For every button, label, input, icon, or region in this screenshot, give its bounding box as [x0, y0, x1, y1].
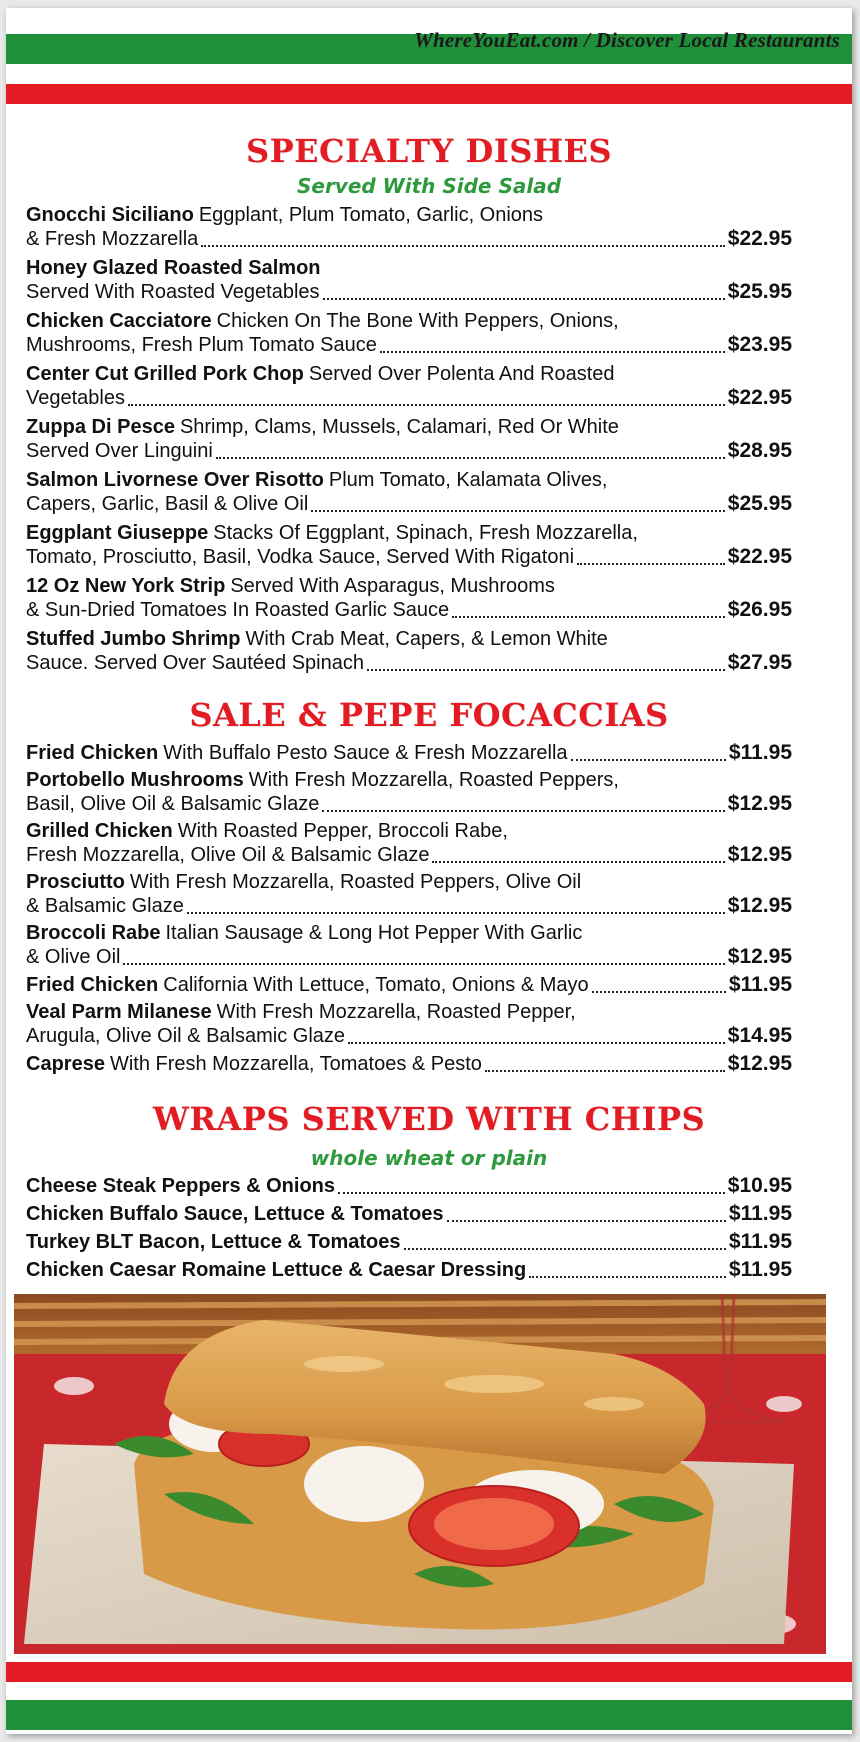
wrap-item-name: Cheese Steak Peppers & Onions — [26, 1175, 336, 1197]
dot-leader — [485, 1070, 725, 1072]
menu-item-line — [26, 333, 792, 357]
dot-leader — [201, 245, 724, 247]
dot-leader — [348, 1042, 725, 1044]
menu-item-description: Mushrooms, Fresh Plum Tomato Sauce — [26, 334, 377, 356]
menu-item-line — [26, 894, 792, 918]
menu-item-name: Chicken Cacciatore — [26, 310, 212, 332]
menu-item-line — [26, 792, 792, 816]
dot-leader — [338, 1192, 725, 1194]
menu-item-description: Chicken On The Bone With Peppers, Onions, — [216, 310, 619, 332]
menu-item-name: Fried Chicken — [26, 742, 159, 764]
menu-item-description: Served With Asparagus, Mushrooms — [230, 575, 555, 597]
menu-item-name: Stuffed Jumbo Shrimp — [26, 628, 241, 650]
menu-item-description: With Fresh Mozzarella, Roasted Pepper, — [216, 1001, 576, 1023]
menu-item-name: Portobello Mushrooms — [26, 769, 244, 791]
menu-item-description: With Roasted Pepper, Broccoli Rabe, — [177, 820, 508, 842]
menu-item-description: Basil, Olive Oil & Balsamic Glaze — [26, 793, 320, 815]
menu-item-description: & Balsamic Glaze — [26, 895, 184, 917]
menu-item — [26, 922, 792, 969]
menu-item-line — [26, 204, 792, 227]
site-credit: WhereYouEat.com / Discover Local Restaurants — [414, 28, 840, 52]
menu-item-line — [26, 843, 792, 867]
menu-item — [26, 363, 792, 410]
menu-item — [26, 257, 792, 304]
menu-page — [6, 8, 852, 1734]
menu-item-description: Served Over Linguini — [26, 440, 213, 462]
menu-item-name: Fried Chicken — [26, 974, 159, 996]
menu-item-price: $12.95 — [727, 945, 792, 968]
menu-item-name: Broccoli Rabe — [26, 922, 161, 944]
menu-item-description: Vegetables — [26, 387, 125, 409]
menu-item-name: Veal Parm Milanese — [26, 1001, 212, 1023]
menu-item-description: & Fresh Mozzarella — [26, 228, 199, 250]
wrap-item-price: $11.95 — [728, 1202, 792, 1225]
menu-item-line — [26, 945, 792, 969]
menu-item-description: Plum Tomato, Kalamata Olives, — [328, 469, 608, 491]
wrap-item — [26, 1258, 792, 1282]
menu-item-line — [26, 741, 792, 765]
wrap-item — [26, 1202, 792, 1226]
menu-item-price: $26.95 — [727, 598, 792, 621]
menu-item — [26, 522, 792, 569]
menu-item-price: $12.95 — [727, 792, 792, 815]
menu-item-name: Honey Glazed Roasted Salmon — [26, 257, 321, 279]
wrap-item-line — [26, 1258, 792, 1282]
wrap-item-name: Chicken Buffalo Sauce, Lettuce & Tomatoes — [26, 1203, 444, 1225]
specialty-list — [26, 204, 792, 681]
top-red-stripe — [6, 84, 852, 104]
dot-leader — [311, 510, 724, 512]
menu-item-name: Eggplant Giuseppe — [26, 522, 209, 544]
menu-item-description: & Olive Oil — [26, 946, 121, 968]
menu-item-line — [26, 257, 792, 280]
menu-item-line — [26, 227, 792, 251]
menu-item-line — [26, 973, 792, 997]
menu-item-line — [26, 492, 792, 516]
menu-item — [26, 469, 792, 516]
dot-leader — [323, 298, 725, 300]
menu-item-name: Gnocchi Siciliano — [26, 204, 194, 226]
dot-leader — [128, 404, 725, 406]
wrap-item-name: Turkey BLT Bacon, Lettuce & Tomatoes — [26, 1231, 401, 1253]
dot-leader — [322, 810, 724, 812]
focaccias-title: SALE & PEPE FOCACCIAS — [189, 696, 669, 734]
menu-item — [26, 416, 792, 463]
wraps-subtitle: whole wheat or plain — [310, 1146, 548, 1170]
menu-item-description: Fresh Mozzarella, Olive Oil & Balsamic Glaze — [26, 844, 430, 866]
menu-item-line — [26, 386, 792, 410]
menu-item-line — [26, 1024, 792, 1048]
menu-item-price: $27.95 — [727, 651, 792, 674]
menu-item-description: Arugula, Olive Oil & Balsamic Glaze — [26, 1025, 346, 1047]
menu-item-description: With Fresh Mozzarella, Tomatoes & Pesto — [109, 1053, 482, 1075]
menu-item-line — [26, 598, 792, 622]
menu-item-price: $12.95 — [727, 1052, 792, 1075]
menu-item-name: Grilled Chicken — [26, 820, 173, 842]
menu-item-line — [26, 522, 792, 545]
menu-item-description: With Buffalo Pesto Sauce & Fresh Mozzarella — [163, 742, 568, 764]
menu-item — [26, 204, 792, 251]
wrap-item-price: $10.95 — [727, 1174, 792, 1197]
menu-item-line — [26, 310, 792, 333]
menu-item-line — [26, 820, 792, 843]
wrap-item-price: $11.95 — [728, 1258, 792, 1281]
menu-item-price: $22.95 — [727, 227, 792, 250]
menu-item-description: Capers, Garlic, Basil & Olive Oil — [26, 493, 309, 515]
menu-item-line — [26, 280, 792, 304]
dot-leader — [432, 861, 724, 863]
menu-item-price: $23.95 — [727, 333, 792, 356]
dot-leader — [571, 759, 726, 761]
dot-leader — [380, 351, 725, 353]
focaccia-sandwich-photo — [14, 1294, 826, 1654]
menu-item-price: $25.95 — [727, 280, 792, 303]
wrap-item-line — [26, 1230, 792, 1254]
menu-item-description: Tomato, Prosciutto, Basil, Vodka Sauce, Served With Rigatoni — [26, 546, 575, 568]
wrap-item-line — [26, 1174, 792, 1198]
wrap-item — [26, 1174, 792, 1198]
dot-leader — [529, 1276, 726, 1278]
menu-item-description: California With Lettuce, Tomato, Onions & Mayo — [163, 974, 589, 996]
menu-item-price: $12.95 — [727, 894, 792, 917]
dot-leader — [123, 963, 724, 965]
dot-leader — [216, 457, 725, 459]
menu-item-name: Salmon Livornese Over Risotto — [26, 469, 324, 491]
menu-item — [26, 628, 792, 675]
menu-item-line — [26, 651, 792, 675]
menu-item-description: With Fresh Mozzarella, Roasted Peppers, Olive Oil — [129, 871, 582, 893]
menu-item — [26, 871, 792, 918]
dot-leader — [187, 912, 725, 914]
menu-item-description: With Fresh Mozzarella, Roasted Peppers, — [248, 769, 619, 791]
menu-item-line — [26, 628, 792, 651]
menu-item-line — [26, 416, 792, 439]
menu-item — [26, 820, 792, 867]
menu-item-line — [26, 469, 792, 492]
menu-item-line — [26, 439, 792, 463]
dot-leader — [592, 991, 726, 993]
dot-leader — [447, 1220, 726, 1222]
menu-item-name: Caprese — [26, 1053, 105, 1075]
wrap-item — [26, 1230, 792, 1254]
menu-item-price: $22.95 — [727, 386, 792, 409]
menu-item — [26, 1001, 792, 1048]
menu-item-description: Italian Sausage & Long Hot Pepper With Garlic — [165, 922, 583, 944]
menu-item — [26, 310, 792, 357]
menu-item-description: Served With Roasted Vegetables — [26, 281, 320, 303]
menu-item-description: With Crab Meat, Capers, & Lemon White — [245, 628, 608, 650]
wrap-item-price: $11.95 — [728, 1230, 792, 1253]
wrap-item-line — [26, 1202, 792, 1226]
dot-leader — [452, 616, 725, 618]
dot-leader — [404, 1248, 726, 1250]
menu-item-price: $25.95 — [727, 492, 792, 515]
menu-item-name: 12 Oz New York Strip — [26, 575, 226, 597]
menu-item — [26, 575, 792, 622]
menu-item-price: $22.95 — [727, 545, 792, 568]
menu-item-description: Served Over Polenta And Roasted — [308, 363, 615, 385]
specialty-subtitle: Served With Side Salad — [296, 174, 562, 198]
menu-item-price: $11.95 — [728, 973, 792, 996]
menu-item-name: Prosciutto — [26, 871, 125, 893]
menu-item-line — [26, 922, 792, 945]
menu-item-name: Zuppa Di Pesce — [26, 416, 175, 438]
wraps-list — [26, 1174, 792, 1286]
menu-item-description: Stacks Of Eggplant, Spinach, Fresh Mozzarella, — [213, 522, 638, 544]
menu-item — [26, 1052, 792, 1076]
focaccias-list — [26, 741, 792, 1080]
dot-leader — [577, 563, 725, 565]
menu-item-description: & Sun-Dried Tomatoes In Roasted Garlic Sauce — [26, 599, 450, 621]
menu-item-description: Shrimp, Clams, Mussels, Calamari, Red Or White — [179, 416, 619, 438]
bottom-red-stripe — [6, 1662, 852, 1682]
menu-item-price: $12.95 — [727, 843, 792, 866]
menu-item-name: Center Cut Grilled Pork Chop — [26, 363, 304, 385]
menu-item-line — [26, 1001, 792, 1024]
menu-item-price: $28.95 — [727, 439, 792, 462]
menu-item-line — [26, 871, 792, 894]
menu-item-line — [26, 575, 792, 598]
menu-item-line — [26, 363, 792, 386]
specialty-title: SPECIALTY DISHES — [245, 132, 613, 170]
menu-item-line — [26, 1052, 792, 1076]
menu-item-price: $11.95 — [728, 741, 792, 764]
dot-leader — [367, 669, 725, 671]
menu-item-description: Sauce. Served Over Sautéed Spinach — [26, 652, 364, 674]
menu-item-price: $14.95 — [727, 1024, 792, 1047]
wrap-item-name: Chicken Caesar Romaine Lettuce & Caesar Dressing — [26, 1259, 527, 1281]
menu-item — [26, 973, 792, 997]
menu-item-description: Eggplant, Plum Tomato, Garlic, Onions — [198, 204, 544, 226]
menu-item-line — [26, 769, 792, 792]
bottom-green-stripe — [6, 1700, 852, 1730]
menu-item-line — [26, 545, 792, 569]
wraps-title: WRAPS SERVED WITH CHIPS — [152, 1100, 706, 1138]
menu-item — [26, 741, 792, 765]
menu-item — [26, 769, 792, 816]
